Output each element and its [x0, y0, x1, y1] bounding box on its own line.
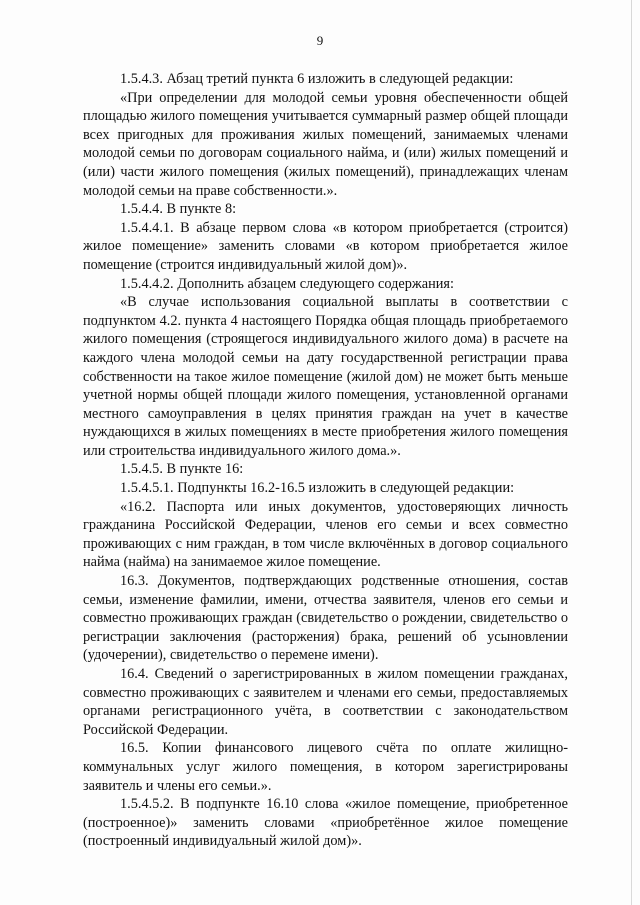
page-number: 9	[316, 33, 324, 48]
paragraph-quote-obespechennost: «При определении для молодой семьи уровня обеспеченности общей площадью жилого помещения учитывается суммарный размер общей площади всех пригодных для проживания жилых помещений, занимаемых членами молодой семьи по договорам социального найма, и (или) жилых помещений и (или) части жилого помещения (жилых помещений), принадлежащих членам молодой семьи на праве собственности.».	[83, 89, 568, 199]
paragraph-1-5-4-4: 1.5.4.4. В пункте 8:	[120, 201, 237, 218]
paragraph-1-5-4-5-1: 1.5.4.5.1. Подпункты 16.2-16.5 изложить в следующей редакции:	[120, 480, 515, 497]
paragraph-16-3: 16.3. Документов, подтверждающих родственные отношения, состав семьи, изменение фамилии, имени, отчества заявителя, членов его семьи и совместно проживающих граждан (свидетельство о рождении, свидетельство о регистрации заключения (расторжения) брака, решений об усыновлении (удочерении), свидетельство о перемене имени).	[83, 573, 568, 664]
paragraph-16-4: 16.4. Сведений о зарегистрированных в жилом помещении гражданах, совместно проживающих с заявителем и членами его семьи, предоставляемых органами регистрационного учёта, в соответствии с законодательством Российской Федерации.	[83, 666, 568, 738]
paragraph-1-5-4-4-1: 1.5.4.4.1. В абзаце первом слова «в котором приобретается (строится) жилое помещение» заменить словами «в котором приобретается жилое помещение (строится индивидуальный жилой дом)».	[83, 219, 568, 273]
paragraph-16-2: «16.2. Паспорта или иных документов, удостоверяющих личность гражданина Российской Федерации, членов его семьи и всех совместно проживающих с ним граждан, в том числе включённых в договор социального найма (найма) на занимаемое жилое помещение.	[83, 498, 568, 571]
scan-edge	[631, 0, 632, 905]
paragraph-1-5-4-4-2: 1.5.4.4.2. Дополнить абзацем следующего содержания:	[120, 275, 454, 292]
paragraph-1-5-4-5: 1.5.4.5. В пункте 16:	[120, 461, 244, 478]
paragraph-quote-socialnaya-vyplata: «В случае использования социальной выплаты в соответствии с подпунктом 4.2. пункта 4 настоящего Порядка общая площадь приобретаемого жилого помещения (строящегося индивидуального жилого дома) в расчете на каждого члена молодой семьи на дату государственной регистрации права собственности на такое жилое помещение (жилой дом) не может быть меньше учетной нормы общей площади жилого помещения, установленной органами местного самоуправления в целях принятия граждан на учет в качестве нуждающихся в жилых помещениях в месте приобретения жилого помещения или строительства индивидуального жилого дома.».	[83, 294, 568, 459]
paragraph-16-5: 16.5. Копии финансового лицевого счёта по оплате жилищно-коммунальных услуг жилого помещения, в котором зарегистрированы заявитель и члены его семьи.».	[83, 740, 568, 794]
paragraph-1-5-4-3: 1.5.4.3. Абзац третий пункта 6 изложить в следующей редакции:	[120, 71, 514, 87]
document-body	[83, 70, 568, 851]
paragraph-1-5-4-5-2: 1.5.4.5.2. В подпункте 16.10 слова «жилое помещение, приобретенное (построенное)» заменить словами «приобретённое жилое помещение (построенный индивидуальный жилой дом)».	[83, 796, 568, 850]
